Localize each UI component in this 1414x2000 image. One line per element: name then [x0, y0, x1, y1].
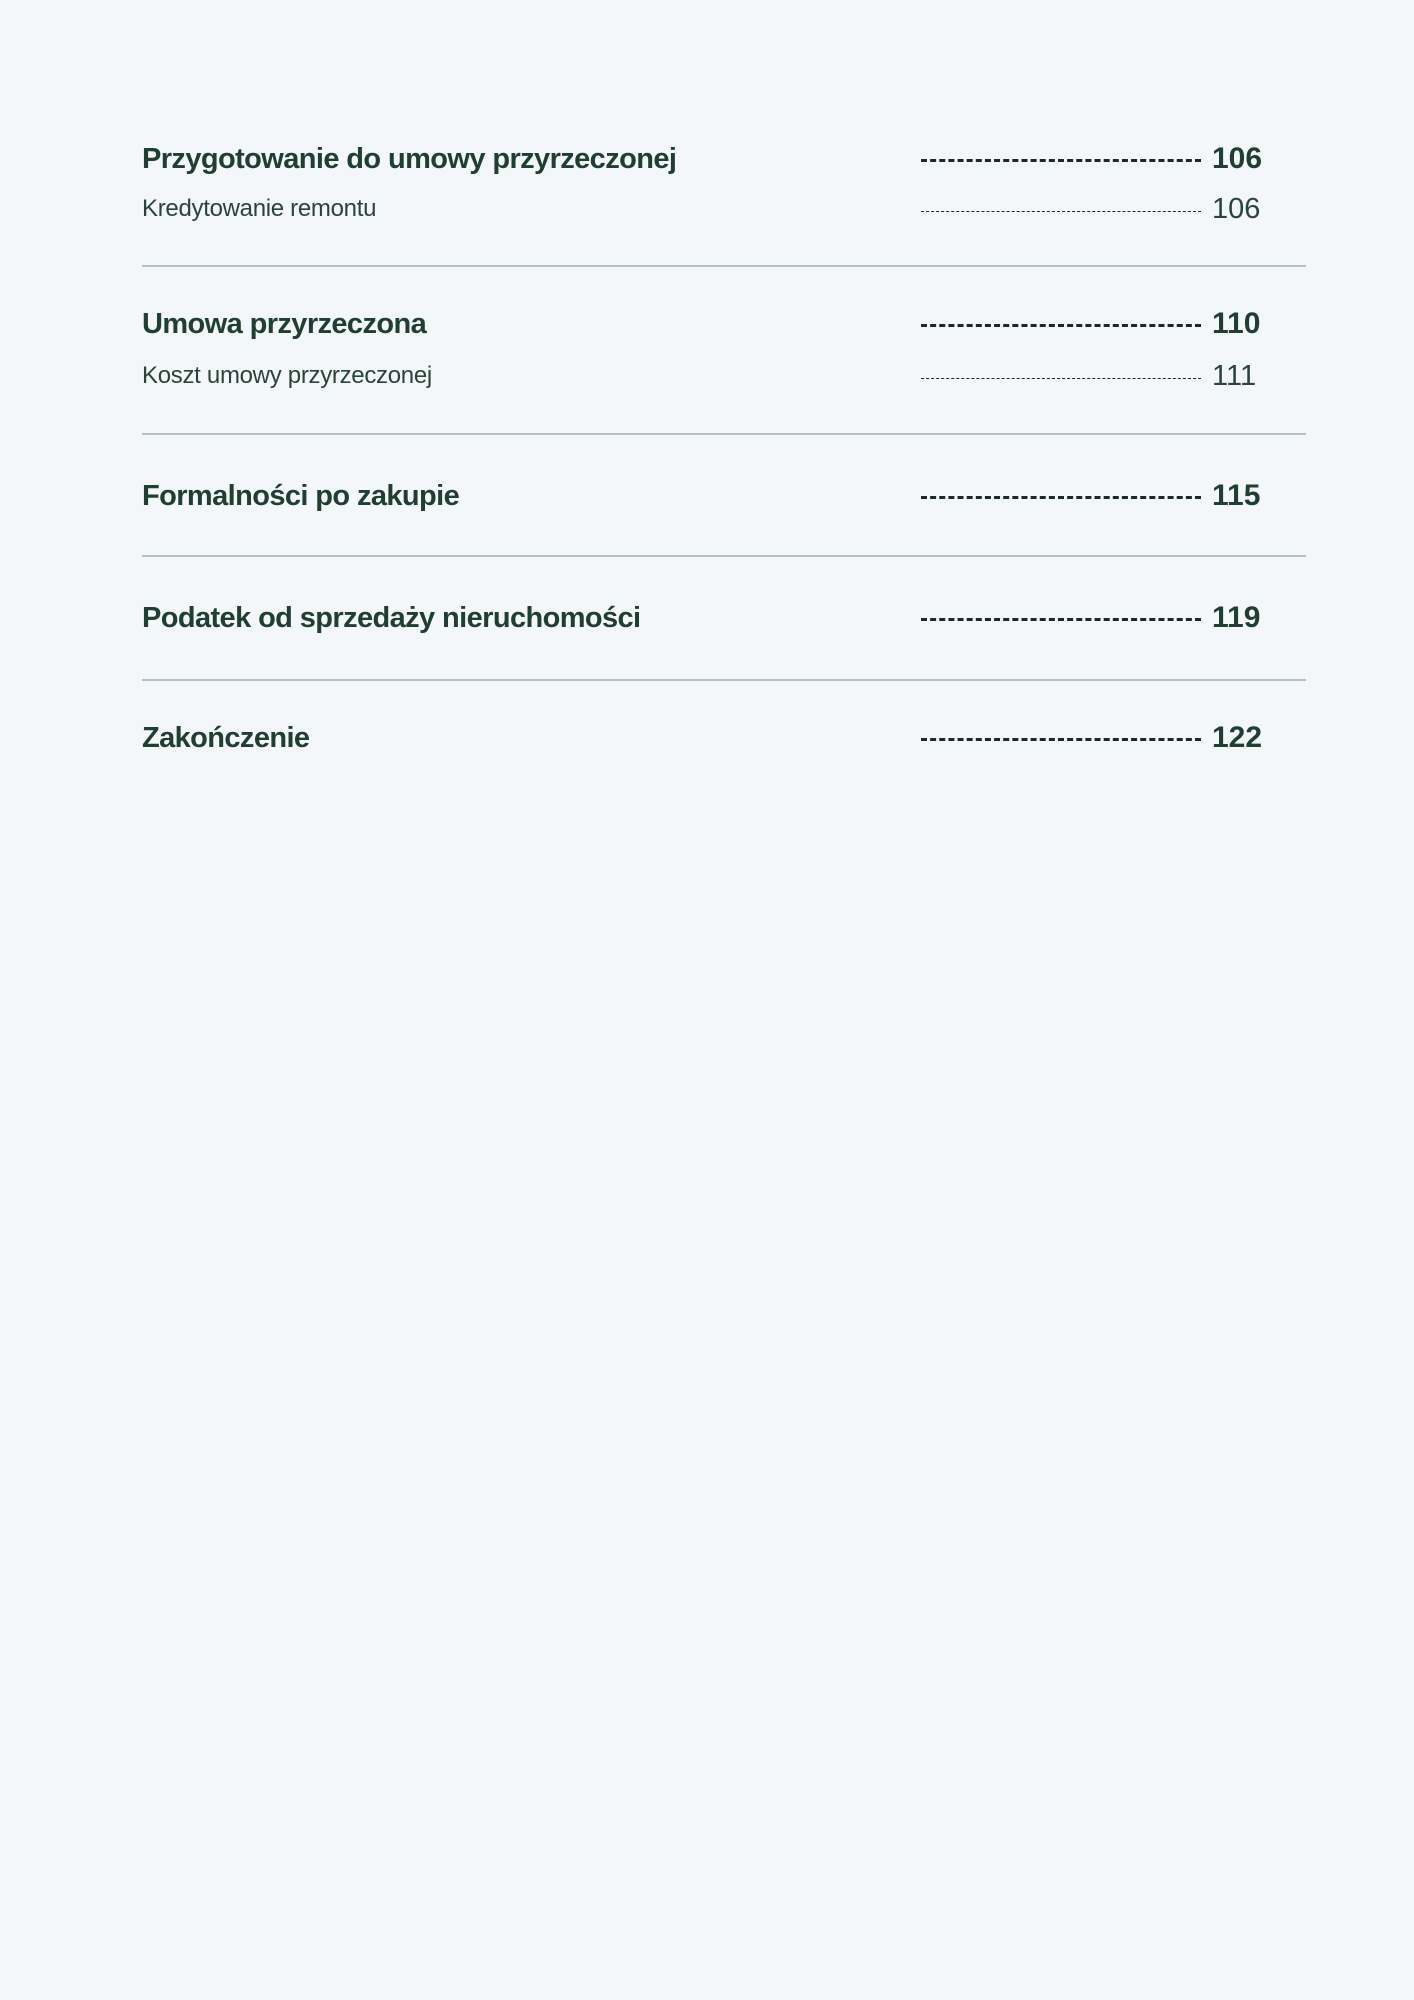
toc-subentry-title: Koszt umowy przyrzeczonej [142, 362, 432, 389]
toc-entry-page-number: 122 [1212, 721, 1263, 754]
toc-entry-title: Umowa przyrzeczona [142, 308, 427, 340]
toc-entry-title: Zakończenie [142, 722, 310, 754]
toc-subentry-kredytowanie[interactable] [142, 189, 1306, 229]
section-divider [142, 679, 1306, 681]
toc-subentry-title: Kredytowanie remontu [142, 195, 377, 222]
toc-entry-umowa-przyrzeczona[interactable] [142, 304, 1306, 344]
toc-entry-zakonczenie[interactable] [142, 718, 1306, 758]
toc-subentry-page-number: 106 [1212, 193, 1261, 225]
dot-leader [921, 738, 1201, 741]
toc-subentry-page-number: 111 [1212, 360, 1257, 392]
toc-entry-title: Przygotowanie do umowy przyrzeczonej [142, 143, 677, 175]
toc-entry-title: Podatek od sprzedaży nieruchomości [142, 602, 641, 634]
dot-leader [921, 211, 1201, 212]
dot-leader [921, 378, 1201, 379]
dot-leader [921, 496, 1201, 499]
toc-subentry-koszt-umowy[interactable] [142, 356, 1306, 396]
toc-entry-formalnosci[interactable] [142, 476, 1306, 516]
toc-entry-page-number: 110 [1212, 307, 1261, 340]
toc-entry-page-number: 115 [1212, 479, 1261, 512]
table-of-contents [142, 0, 1306, 2000]
section-divider [142, 433, 1306, 435]
section-divider [142, 265, 1306, 267]
dot-leader [921, 324, 1201, 327]
toc-entry-page-number: 119 [1212, 601, 1261, 634]
toc-entry-przygotowanie[interactable] [142, 139, 1306, 179]
dot-leader [921, 159, 1201, 162]
toc-entry-podatek[interactable] [142, 598, 1306, 638]
dot-leader [921, 618, 1201, 621]
toc-entry-title: Formalności po zakupie [142, 480, 460, 512]
toc-entry-page-number: 106 [1212, 142, 1263, 175]
section-divider [142, 555, 1306, 557]
